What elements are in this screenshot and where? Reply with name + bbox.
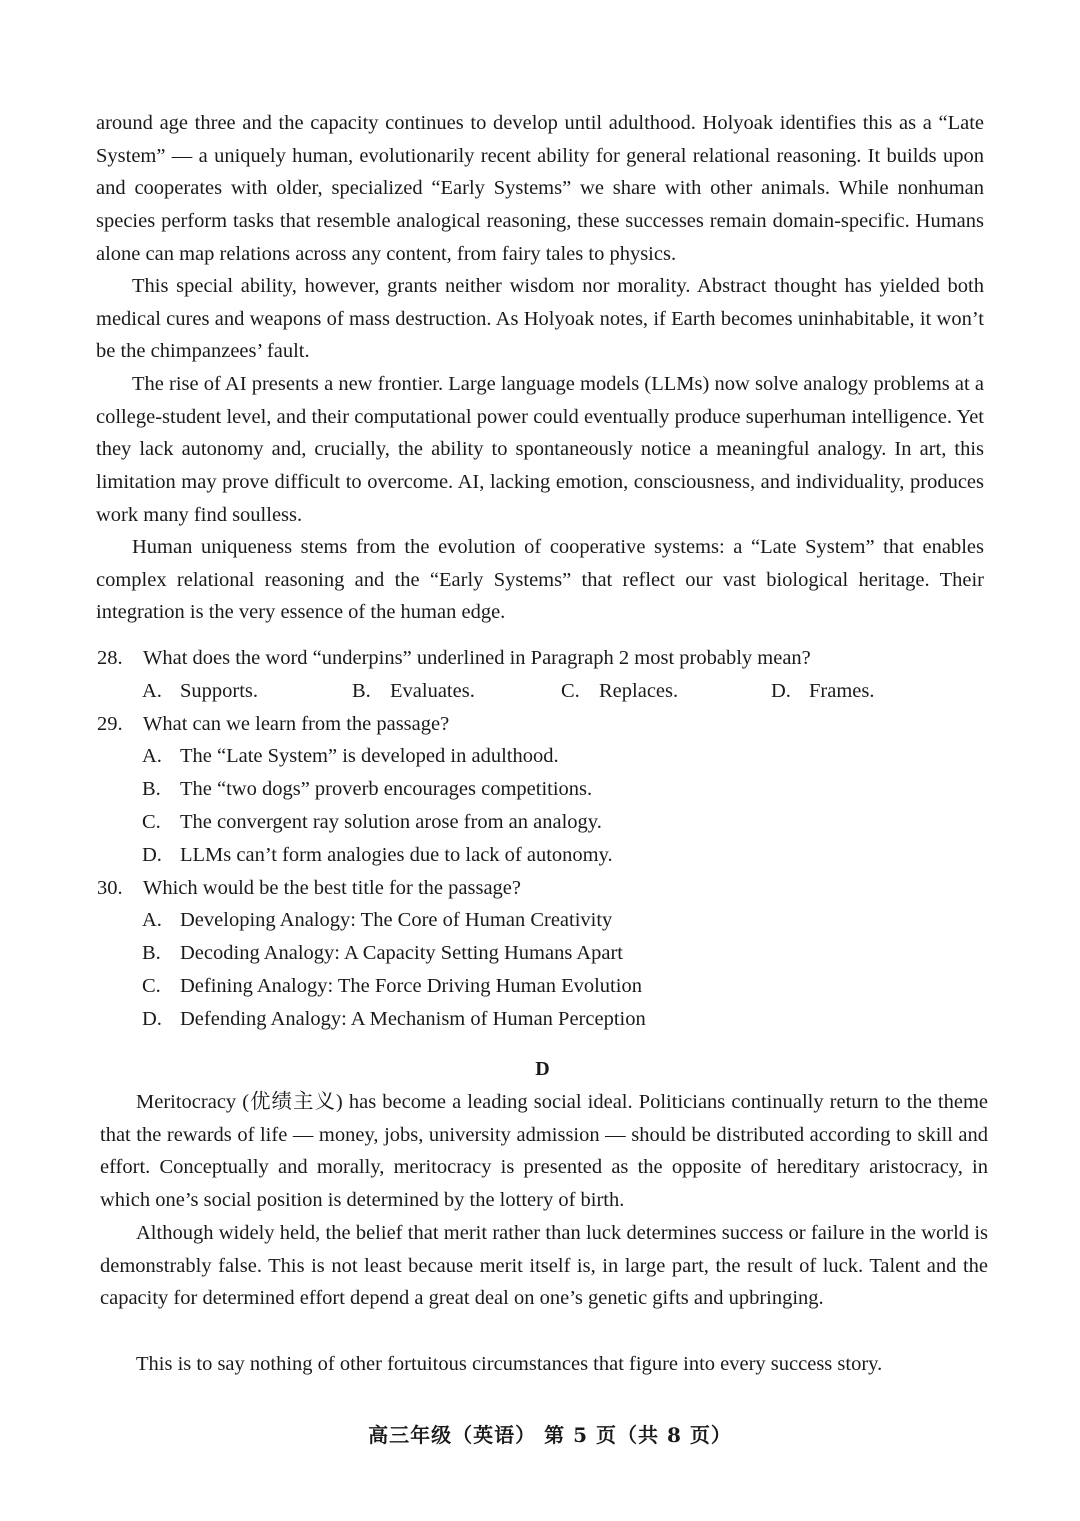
question-29-option-d[interactable]: D. LLMs can’t form analogies due to lack of autonomy. xyxy=(142,844,613,866)
question-29-option-a[interactable]: A. The “Late System” is developed in adulthood. xyxy=(142,745,559,767)
question-28-option-b[interactable]: B. Evaluates. xyxy=(352,680,475,702)
question-29-option-b[interactable]: B. The “two dogs” proverb encourages competitions. xyxy=(142,778,593,800)
passage-d-paragraph-1: Meritocracy (优绩主义) has become a leading social ideal. Politicians continually return to the theme that the rewards of life — money, jobs, university admission — should be distributed according to skill and effort. Conceptually and morally, meritocracy is presented as the opposite of hereditary aristocracy, in which one’s social position is determined by the lottery of birth. xyxy=(100,1091,988,1212)
passage-d-paragraph-2: Although widely held, the belief that merit rather than luck determines success or failure in the world is demonstrably false. This is not least because merit itself is, in large part, the result of luck. Talent and the capacity for determined effort depend a great deal on one’s genetic gifts and upbringing. xyxy=(100,1222,988,1310)
question-28 xyxy=(97,642,811,675)
question-number: 28. xyxy=(97,647,123,669)
question-30-option-b[interactable]: B. Decoding Analogy: A Capacity Setting Humans Apart xyxy=(142,942,623,964)
question-30-option-c[interactable]: C. Defining Analogy: The Force Driving Human Evolution xyxy=(142,975,642,997)
question-30 xyxy=(97,872,521,905)
question-28-option-a[interactable]: A. Supports. xyxy=(142,680,259,702)
question-text: What can we learn from the passage? xyxy=(143,713,450,735)
passage-c-paragraph-3: The rise of AI presents a new frontier. Large language models (LLMs) now solve analogy problems at a college-student level, and their computational power could eventually produce superhuman intelligence. Yet they lack autonomy and, crucially, the ability to spontaneously notice a meaningful analogy. In art, this limitation may prove difficult to overcome. AI, lacking emotion, consciousness, and individuality, produces work many find soulless. xyxy=(96,373,984,526)
question-number: 29. xyxy=(97,713,123,735)
question-number: 30. xyxy=(97,877,123,899)
question-28-option-d[interactable]: D. Frames. xyxy=(771,680,875,702)
passage-d-paragraph-3: This is to say nothing of other fortuitous circumstances that figure into every success story. xyxy=(136,1353,883,1375)
question-29 xyxy=(97,708,449,741)
question-30-option-a[interactable]: A. Developing Analogy: The Core of Human Creativity xyxy=(142,909,613,931)
question-29-option-c[interactable]: C. The convergent ray solution arose from an analogy. xyxy=(142,811,602,833)
passage-c-paragraph-2: This special ability, however, grants neither wisdom nor morality. Abstract thought has yielded both medical cures and weapons of mass destruction. As Holyoak notes, if Earth becomes uninhabitable, it won’t be the chimpanzees’ fault. xyxy=(96,275,984,363)
question-30-option-d[interactable]: D. Defending Analogy: A Mechanism of Human Perception xyxy=(142,1008,646,1030)
question-text: What does the word “underpins” underlined in Paragraph 2 most probably mean? xyxy=(143,647,811,669)
question-28-option-c[interactable]: C. Replaces. xyxy=(561,680,679,702)
question-text: Which would be the best title for the passage? xyxy=(143,877,521,899)
passage-c-paragraph-4: Human uniqueness stems from the evolution of cooperative systems: a “Late System” that enables complex relational reasoning and the “Early Systems” that reflect our vast biological heritage. Their integration is the very essence of the human edge. xyxy=(96,536,984,624)
page-footer: 高三年级（英语） 第 5 页（共 8 页） xyxy=(368,1423,732,1447)
section-heading-d: D xyxy=(535,1058,550,1080)
passage-c-paragraph-1: around age three and the capacity continues to develop until adulthood. Holyoak identifies this as a “Late System” — a uniquely human, evolutionarily recent ability for general relational reasoning. It builds upon and cooperates with older, specialized “Early Systems” we share with other animals. While nonhuman species perform tasks that resemble analogical reasoning, these successes remain domain-specific. Humans alone can map relations across any content, from fairy tales to physics. xyxy=(96,112,984,265)
